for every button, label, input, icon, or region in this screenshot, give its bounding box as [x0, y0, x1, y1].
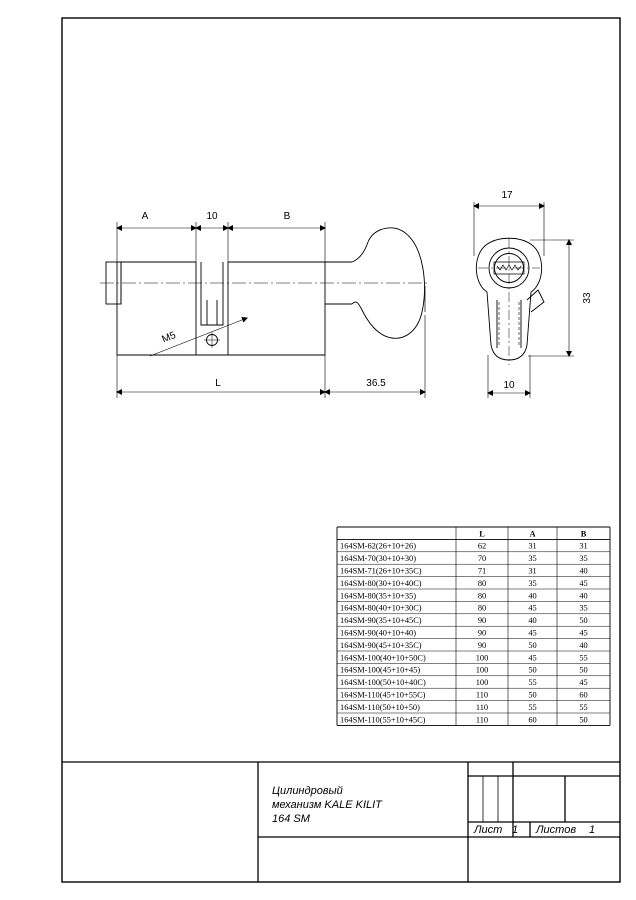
table-header-b: B	[580, 529, 587, 539]
dimension-table	[337, 527, 610, 725]
dim-height-label: 33	[582, 292, 593, 304]
table-cell-value: 80	[477, 603, 487, 613]
thread-label: M5	[160, 329, 178, 346]
table-cell-value: 71	[477, 566, 487, 576]
table-cell-value: 50	[528, 640, 537, 650]
cylinder-body	[117, 250, 325, 355]
dim-gap-label: 10	[206, 211, 218, 222]
table-cell-value: 45	[528, 628, 537, 638]
table-cell-value: 55	[579, 653, 588, 663]
table-cell-value: 35	[528, 578, 537, 588]
dim-b-label: B	[283, 211, 291, 222]
table-cell-value: 70	[477, 554, 487, 564]
table-cell-value: 100	[475, 678, 489, 688]
end-view-dimensions	[474, 202, 574, 398]
sheets-value: 1	[589, 824, 596, 836]
table-cell-model: 164SM-100(50+10+40C)	[340, 678, 426, 688]
table-cell-value: 62	[477, 541, 487, 551]
table-cell-value: 60	[579, 690, 588, 700]
table-cell-value: 50	[528, 665, 537, 675]
table-cell-value: 80	[477, 578, 487, 588]
table-cell-value: 35	[579, 603, 588, 613]
table-cell-value: 110	[475, 715, 489, 725]
table-cell-value: 55	[528, 678, 537, 688]
table-header-l: L	[479, 529, 485, 539]
title-line-2: механизм KALE KILIT	[272, 799, 382, 811]
table-cell-value: 45	[579, 628, 588, 638]
table-cell-value: 31	[528, 541, 537, 551]
table-cell-value: 90	[477, 628, 487, 638]
table-cell-value: 80	[477, 591, 487, 601]
table-cell-model: 164SM-110(50+10+50)	[340, 702, 420, 712]
table-cell-model: 164SM-110(55+10+45C)	[340, 715, 426, 725]
table-cell-value: 90	[477, 640, 487, 650]
table-cell-value: 40	[528, 591, 537, 601]
table-cell-model: 164SM-110(45+10+55C)	[340, 690, 426, 700]
table-cell-model: 164SM-90(45+10+35C)	[340, 640, 422, 650]
table-cell-value: 50	[579, 665, 588, 675]
table-cell-model: 164SM-90(40+10+40)	[340, 628, 416, 638]
table-cell-model: 164SM-90(35+10+45C)	[340, 616, 422, 626]
dim-cam-label: 10	[503, 380, 515, 391]
table-cell-value: 100	[475, 653, 489, 663]
table-cell-model: 164SM-80(40+10+30C)	[340, 603, 422, 613]
table-cell-value: 35	[579, 554, 588, 564]
sheet-label: Лист	[474, 824, 503, 836]
table-cell-value: 40	[528, 616, 537, 626]
table-cell-value: 45	[528, 603, 537, 613]
dim-knob-label: 36.5	[366, 378, 386, 389]
table-header-a: A	[529, 529, 536, 539]
table-cell-model: 164SM-100(45+10+45)	[340, 665, 421, 675]
table-cell-value: 40	[579, 591, 588, 601]
table-cell-value: 110	[475, 702, 489, 712]
table-cell-model: 164SM-80(30+10+40C)	[340, 578, 422, 588]
table-cell-value: 50	[579, 616, 588, 626]
right-body-outline	[228, 262, 325, 355]
table-cell-value: 40	[579, 566, 588, 576]
table-cell-value: 55	[579, 702, 588, 712]
table-cell-value: 55	[528, 702, 537, 712]
end-view	[476, 238, 544, 365]
table-cell-model: 164SM-71(26+10+35C)	[340, 566, 422, 576]
sheet-value: 1	[512, 824, 519, 836]
table-cell-value: 50	[579, 715, 588, 725]
table-cell-value: 45	[579, 678, 588, 688]
cam-slot	[201, 262, 223, 325]
table-cell-value: 60	[528, 715, 537, 725]
title-line-1: Цилиндровый	[272, 785, 343, 797]
side-view	[100, 228, 428, 355]
sheet-frame	[62, 18, 620, 882]
table-cell-value: 100	[475, 665, 489, 675]
left-body-outline	[117, 262, 196, 355]
dim-l-label: L	[215, 378, 221, 389]
side-view-dimensions	[117, 222, 425, 398]
table-cell-model: 164SM-100(40+10+50C)	[340, 653, 426, 663]
sheets-label: Листов	[536, 824, 577, 836]
table-cell-value: 31	[579, 541, 588, 551]
table-cell-value: 45	[528, 653, 537, 663]
dim-a-label: A	[141, 211, 149, 222]
table-cell-value: 90	[477, 616, 487, 626]
table-cell-model: 164SM-70(30+10+30)	[340, 554, 416, 564]
table-cell-model: 164SM-62(26+10+26)	[340, 541, 416, 551]
table-cell-value: 45	[579, 578, 588, 588]
title-line-3: 164 SM	[272, 813, 310, 825]
table-cell-value: 50	[528, 690, 537, 700]
title-block	[62, 762, 620, 882]
table-cell-value: 110	[475, 690, 489, 700]
table-cell-value: 40	[579, 640, 588, 650]
table-cell-value: 31	[528, 566, 537, 576]
table-cell-value: 35	[528, 554, 537, 564]
dim-width-label: 17	[501, 190, 513, 201]
table-cell-model: 164SM-80(35+10+35)	[340, 591, 416, 601]
